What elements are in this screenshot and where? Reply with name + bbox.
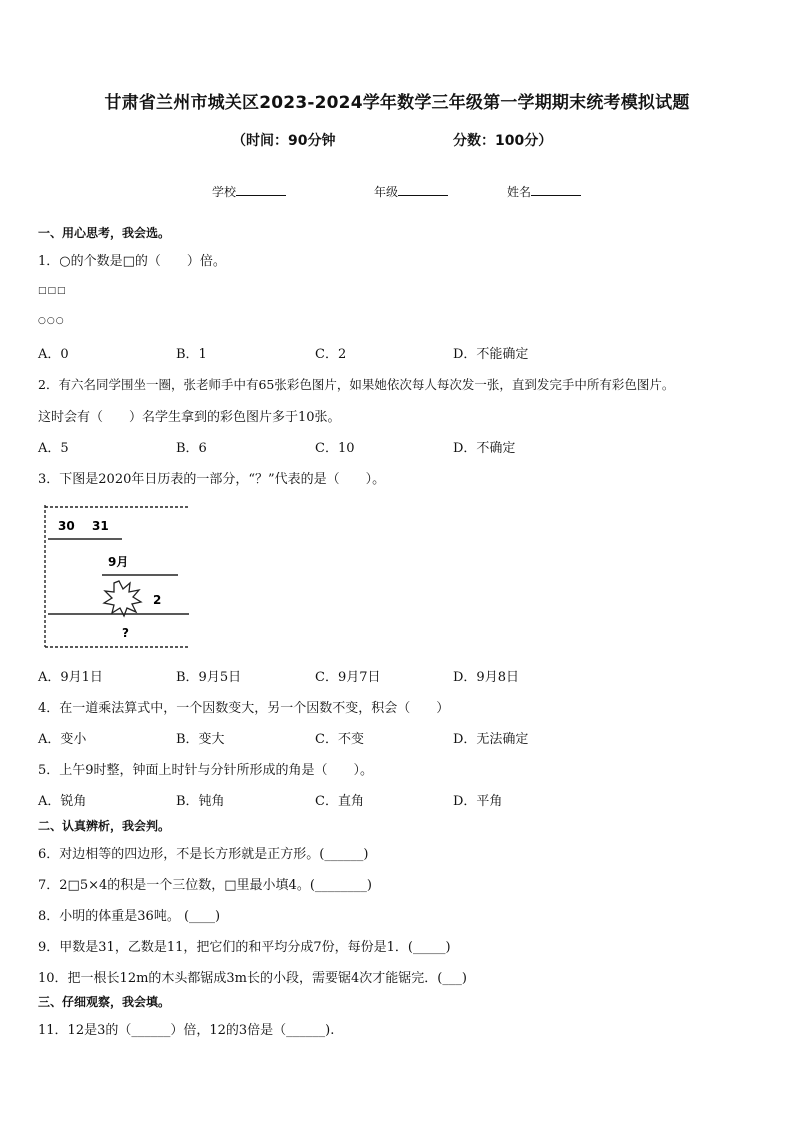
name-field[interactable] bbox=[507, 182, 581, 200]
calendar-question-mark: ? bbox=[122, 626, 129, 640]
starburst-icon bbox=[104, 581, 141, 616]
q2-option-d[interactable]: D．不确定 bbox=[453, 441, 516, 456]
grade-blank[interactable] bbox=[398, 182, 448, 196]
question-3: 3．下图是2020年日历表的一部分，“？”代表的是（ ）。 bbox=[38, 472, 386, 487]
question-1-circles: ○○○ bbox=[38, 316, 65, 326]
school-blank[interactable] bbox=[236, 182, 286, 196]
q1-option-a[interactable]: A．0 bbox=[38, 347, 69, 362]
question-6: 6．对边相等的四边形，不是长方形就是正方形。(______) bbox=[38, 847, 369, 862]
grade-field[interactable] bbox=[374, 182, 448, 200]
calendar-figure bbox=[42, 503, 192, 649]
question-2-line-2: 这时会有（ ）名学生拿到的彩色图片多于10张。 bbox=[38, 410, 341, 425]
question-8: 8．小明的体重是36吨。 (____) bbox=[38, 909, 221, 924]
question-2-line-1: 2．有六名同学围坐一圈，张老师手中有65张彩色图片，如果她依次每人每次发一张，直到发完手中所有彩色图片。 bbox=[38, 377, 675, 392]
calendar-number-2: 2 bbox=[153, 593, 162, 607]
q5-option-d[interactable]: D．平角 bbox=[453, 794, 503, 809]
q3-option-a[interactable]: A．9月1日 bbox=[38, 670, 103, 685]
q5-option-c[interactable]: C．直角 bbox=[315, 794, 364, 809]
q2-option-a[interactable]: A．5 bbox=[38, 441, 69, 456]
q4-option-a[interactable]: A．变小 bbox=[38, 732, 87, 747]
section-1-heading: 一、用心思考，我会选。 bbox=[38, 226, 171, 240]
q3-option-c[interactable]: C．9月7日 bbox=[315, 670, 381, 685]
q3-option-b[interactable]: B．9月5日 bbox=[176, 670, 242, 685]
q4-option-d[interactable]: D．无法确定 bbox=[453, 732, 529, 747]
question-1: 1．○的个数是□的（ ）倍。 bbox=[38, 254, 226, 269]
q3-option-d[interactable]: D．9月8日 bbox=[453, 670, 519, 685]
section-2-heading: 二、认真辨析，我会判。 bbox=[38, 819, 171, 833]
question-4: 4．在一道乘法算式中，一个因数变大，另一个因数不变，积会（ ） bbox=[38, 701, 450, 716]
grade-label: 年级 bbox=[374, 185, 399, 199]
q1-option-c[interactable]: C．2 bbox=[315, 347, 347, 362]
q1-option-d[interactable]: D．不能确定 bbox=[453, 347, 529, 362]
q2-option-c[interactable]: C．10 bbox=[315, 441, 355, 456]
section-3-heading: 三、仔细观察，我会填。 bbox=[38, 995, 171, 1009]
name-blank[interactable] bbox=[531, 182, 581, 196]
calendar-month-label: 9月 bbox=[108, 555, 129, 569]
question-7: 7．2□5×4的积是一个三位数，□里最小填4。(________) bbox=[38, 878, 372, 893]
page-title: 甘肃省兰州市城关区2023-2024学年数学三年级第一学期期末统考模拟试题 bbox=[104, 93, 690, 113]
name-label: 姓名 bbox=[507, 185, 532, 199]
question-11: 11．12是3的（______）倍，12的3倍是（______). bbox=[38, 1023, 335, 1038]
q2-option-b[interactable]: B．6 bbox=[176, 441, 207, 456]
q5-option-b[interactable]: B．钝角 bbox=[176, 794, 225, 809]
q4-option-b[interactable]: B．变大 bbox=[176, 732, 225, 747]
calendar-number-31: 31 bbox=[92, 519, 109, 533]
exam-time: （时间：90分钟 bbox=[232, 133, 336, 149]
school-field[interactable] bbox=[212, 182, 286, 200]
calendar-number-30: 30 bbox=[58, 519, 75, 533]
school-label: 学校 bbox=[212, 185, 237, 199]
question-5: 5．上午9时整，钟面上时针与分针所形成的角是（ ）。 bbox=[38, 763, 374, 778]
question-1-squares: □□□ bbox=[38, 286, 67, 296]
q5-option-a[interactable]: A．锐角 bbox=[38, 794, 87, 809]
question-9: 9．甲数是31，乙数是11，把它们的和平均分成7份，每份是1．(_____) bbox=[38, 940, 451, 955]
q4-option-c[interactable]: C．不变 bbox=[315, 732, 364, 747]
q1-option-b[interactable]: B．1 bbox=[176, 347, 207, 362]
question-10: 10．把一根长12m的木头都锯成3m长的小段，需要锯4次才能锯完．(___) bbox=[38, 971, 467, 986]
exam-score: 分数：100分） bbox=[453, 133, 553, 149]
